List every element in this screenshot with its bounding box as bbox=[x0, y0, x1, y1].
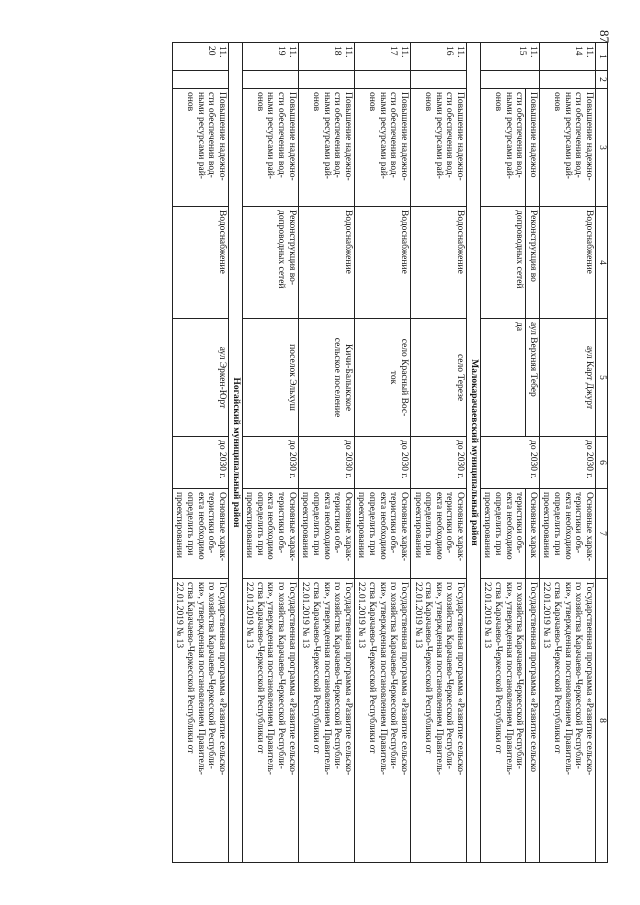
row-term: до 2030 г. bbox=[354, 437, 410, 489]
row-program: Государственная программа «Развитие сельско- го хозяйства Карачаево-Черкесской Республи- ки», утвержденная постановлением Правитель- ства Карачаево-Черкесской Республики от 22.01.2019 № 13 bbox=[298, 579, 354, 863]
row-empty bbox=[242, 71, 298, 89]
row-note: Основные харак- теристики объ- екта необходимо определить при проектировании bbox=[242, 489, 298, 579]
row-program: Государственная программа «Развитие сельско- го хозяйства Карачаево-Черкесской Республи- ки», утвержденная постановлением Правитель- ства Карачаево-Черкесской Республики от 22.01.2019 № 13 bbox=[172, 579, 228, 863]
row-program: Государственная программа «Развитие сельско- го хозяйства Карачаево-Черкесской Республи- ки», утвержденная постановлением Правитель- ства Карачаево-Черкесской Республики от 22.01.2019 № 13 bbox=[539, 579, 595, 863]
row-note bbox=[480, 489, 539, 579]
row-number: 11. 14 bbox=[539, 43, 595, 71]
section-row bbox=[467, 43, 481, 863]
column-number: 4 bbox=[596, 207, 608, 319]
column-number: 2 bbox=[596, 71, 608, 89]
row-type: Водоснабжение bbox=[411, 207, 467, 319]
row-place bbox=[480, 319, 539, 437]
row-note-bottom: теристики объ- екта необходимо определить при проектировании bbox=[481, 489, 527, 578]
row-note: Основные харак- теристики объ- екта необходимо определить при проектировании bbox=[172, 489, 228, 579]
section-title: Малокарачаевский муниципальный район bbox=[467, 43, 481, 863]
row-program: Государственная программа «Развитие сельско- го хозяйства Карачаево-Черкесской Республи- ки», утвержденная постановлением Правитель- ства Карачаево-Черкесской Республики от 22.01.2019 № 13 bbox=[242, 579, 298, 863]
row-goal: Повышение надежно- сти обеспечения вод- ными ресурсами рай- онов bbox=[411, 89, 467, 207]
row-type: Водоснабжение bbox=[298, 207, 354, 319]
column-number: 8 bbox=[596, 579, 608, 863]
row-type: Водоснабжение bbox=[172, 207, 228, 319]
row-place-top: аул Верхняя Тебер bbox=[527, 322, 538, 397]
row-place: село Терезе bbox=[411, 319, 467, 437]
data-table bbox=[172, 42, 608, 863]
row-type bbox=[480, 207, 539, 319]
row-goal: Повышение надежно- сти обеспечения вод- ными ресурсами рай- онов bbox=[298, 89, 354, 207]
row-note: Основные харак- теристики объ- екта необходимо определить при проектировании bbox=[539, 489, 595, 579]
row-number: 11. 17 bbox=[354, 43, 410, 71]
row-goal-bottom: сти обеспечения вод- ными ресурсами рай- онов bbox=[491, 89, 526, 206]
section-title: Ногайский муниципальный район bbox=[229, 43, 243, 863]
row-program-top: Государственная программа «Развитие сельско bbox=[527, 582, 538, 772]
row-type-bottom: допроводных сетей bbox=[513, 207, 527, 318]
row-place-bottom: да bbox=[513, 319, 527, 436]
row-number: 11. 19 bbox=[242, 43, 298, 71]
table-row bbox=[298, 43, 354, 863]
row-note: Основные харак- теристики объ- екта необходимо определить при проектировании bbox=[298, 489, 354, 579]
row-program: Государственная программа «Развитие сельско- го хозяйства Карачаево-Черкесской Республи- ки», утвержденная постановлением Правитель- ства Карачаево-Черкесской Республики от 22.01.2019 № 13 bbox=[354, 579, 410, 863]
column-number: 6 bbox=[596, 437, 608, 489]
row-empty bbox=[480, 71, 539, 89]
row-number: 11. 18 bbox=[298, 43, 354, 71]
row-note: Основные харак- теристики объ- екта необходимо определить при проектировании bbox=[411, 489, 467, 579]
row-goal bbox=[480, 89, 539, 207]
row-empty bbox=[298, 71, 354, 89]
row-empty bbox=[411, 71, 467, 89]
table-row bbox=[172, 43, 228, 863]
row-place: аул Карт Джурт bbox=[539, 319, 595, 437]
row-goal-top: Повышение надежно bbox=[527, 92, 538, 178]
column-number: 3 bbox=[596, 89, 608, 207]
row-type: Водоснабжение bbox=[354, 207, 410, 319]
row-term: до 2030 г. bbox=[411, 437, 467, 489]
table-row bbox=[354, 43, 410, 863]
row-goal: Повышение надежно- сти обеспечения вод- ными ресурсами рай- онов bbox=[539, 89, 595, 207]
row-program: Государственная программа «Развитие сельско- го хозяйства Карачаево-Черкесской Республи- ки», утвержденная постановлением Правитель- ства Карачаево-Черкесской Республики от 22.01.2019 № 13 bbox=[411, 579, 467, 863]
row-program-bottom: го хозяйства Карачаево-Черкесской Республи- ки», утвержденная постановлением Правитель- ства Карачаево-Черкесской Республики от 22.01.2019 № 13 bbox=[481, 579, 527, 862]
row-place: село Красный Вос- ток bbox=[354, 319, 410, 437]
row-goal: Повышение надежно- сти обеспечения вод- ными ресурсами рай- онов bbox=[354, 89, 410, 207]
row-goal: Повышение надежно- сти обеспечения вод- ными ресурсами рай- онов bbox=[172, 89, 228, 207]
row-term: до 2030 г. bbox=[172, 437, 228, 489]
table-row bbox=[539, 43, 595, 863]
row-note: Основные харак- теристики объ- екта необходимо определить при проектировании bbox=[354, 489, 410, 579]
row-number: 11. 15 bbox=[480, 43, 539, 71]
section-row bbox=[229, 43, 243, 863]
column-number: 5 bbox=[596, 319, 608, 437]
row-empty bbox=[539, 71, 595, 89]
row-number: 11. 16 bbox=[411, 43, 467, 71]
row-note-top: Основные харак bbox=[527, 492, 538, 558]
table-row bbox=[411, 43, 467, 863]
row-type: Реконструкция во- допроводных сетей bbox=[242, 207, 298, 319]
row-type-top: Реконструкция во bbox=[527, 210, 538, 282]
row-empty bbox=[354, 71, 410, 89]
row-term: до 2030 г. bbox=[242, 437, 298, 489]
row-place: поселок Эльхуш bbox=[242, 319, 298, 437]
row-type: Водоснабжение bbox=[539, 207, 595, 319]
row-term: до 2030 г. bbox=[298, 437, 354, 489]
table-row bbox=[242, 43, 298, 863]
table-row bbox=[480, 43, 539, 863]
row-place: Кичи-Балыкское сельское поселение bbox=[298, 319, 354, 437]
row-number: 11. 20 bbox=[172, 43, 228, 71]
column-number: 7 bbox=[596, 489, 608, 579]
row-place: аул Эркен-Юрт bbox=[172, 319, 228, 437]
row-empty bbox=[172, 71, 228, 89]
row-term: до 2030 г. bbox=[480, 437, 539, 489]
column-number: 1 bbox=[596, 43, 608, 71]
row-term: до 2030 г. bbox=[539, 437, 595, 489]
row-program bbox=[480, 579, 539, 863]
page-number: 87 bbox=[597, 30, 612, 43]
table-container bbox=[48, 42, 608, 862]
rotated-page bbox=[48, 42, 608, 862]
row-goal: Повышение надежно- сти обеспечения вод- ными ресурсами рай- онов bbox=[242, 89, 298, 207]
header-row bbox=[596, 43, 608, 863]
